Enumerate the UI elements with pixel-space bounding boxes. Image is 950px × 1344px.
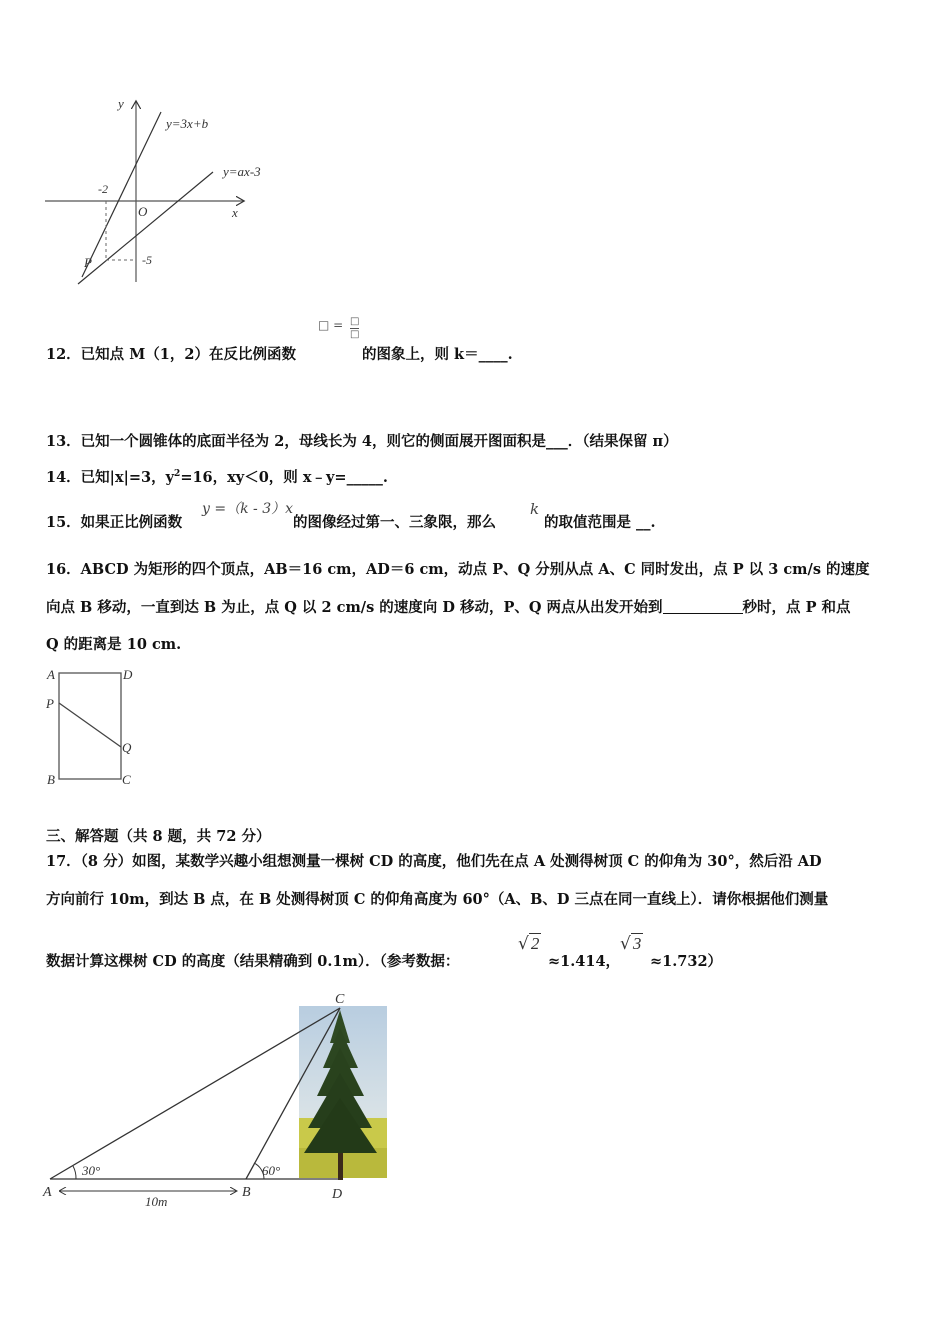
q15-text-b-wrap [293,511,496,532]
q15-text-c-wrap [544,511,656,532]
q12-fraction-num: □ [350,316,360,327]
q17-line-3a: 数据计算这棵树 CD 的高度（结果精确到 0.1m）．（参考数据： [46,953,460,970]
origin-label: O [138,204,148,219]
label-d-tree: D [332,1187,343,1202]
angle-60-label: 60° [262,1163,281,1178]
sqrt3-radicand: 3 [632,934,642,953]
distance-label: 10m [145,1194,168,1209]
q15-text-a: 15．如果正比例函数 [46,514,183,531]
q15-k: k [530,500,540,518]
approx-2: ≈1.732） [650,953,723,970]
label-d: D [123,667,133,682]
q17-line-2: 方向前行 10m，到达 B 点，在 B 处测得树顶 C 的仰角高度为 60°（A、B、D 三点在同一直线上）．请你根据他们测量 [46,891,829,908]
question-14 [46,466,388,487]
q14-text-a: 14．已知|x|=3，y [46,469,175,486]
segment-pq [59,703,121,747]
angle-30-label: 30° [82,1163,101,1178]
q16-line-1: 16．ABCD 为矩形的四个顶点，AB＝16 cm，AD＝6 cm，动点 P、Q 分别从点 A、C 同时发出，点 P 以 3 cm/s 的速度 [46,561,870,578]
q12-fraction [350,316,359,341]
sqrt3-symbol [620,934,643,954]
q17-line-1: 17．（8 分）如图，某数学兴趣小组想测量一棵树 CD 的高度，他们先在点 A 处测得树顶 C 的仰角为 30°，然后沿 AD [46,853,822,870]
sqrt2-radicand: 2 [530,934,540,953]
approx-1-wrap [548,950,620,971]
rectangle-abcd [59,673,121,779]
rectangle-figure [42,662,142,792]
x-tick-label: -2 [98,182,108,196]
label-a-tree: A [43,1185,52,1200]
line-ac [50,1008,340,1179]
y-tick-label: -5 [142,253,152,267]
q12-text-after-wrap [362,343,513,364]
label-a: A [47,667,55,682]
approx-1: ≈1.414， [548,953,621,970]
line1-label: y=3x+b [166,116,209,131]
section-3-title: 三、解答题（共 8 题，共 72 分） [46,828,271,845]
y-axis-label: y [118,96,124,111]
x-axis-label: x [232,205,238,220]
q14-text-b: =16，xy＜0，则 x﹣y=_____. [180,469,388,486]
question-12 [46,343,296,364]
q15-text-c: 的取值范围是 __. [544,514,656,531]
q12-text-before: 12．已知点 M（1，2）在反比例函数 [46,346,296,363]
question-15 [46,511,182,532]
q15-text-b: 的图像经过第一、三象限，那么 [293,514,496,531]
label-c-tree: C [335,992,345,1007]
tree-figure [40,988,400,1213]
line2-label: y=ax-3 [223,164,261,179]
q12-fraction-den: □ [350,329,360,340]
q12-formula-left: □ = [318,318,344,332]
point-p-label: P [84,255,92,270]
label-b: B [47,772,55,787]
q16-line-2 [46,596,851,617]
q16-line-3: Q 的距离是 10 cm. [46,636,182,653]
q16-line-2a: 向点 B 移动，一直到达 B 为止，点 Q 以 2 cm/s 的速度向 D 移动，P、Q 两点从出发开始到 [46,599,663,616]
label-b-tree: B [242,1185,251,1200]
sqrt-sign-1: √ [518,934,529,954]
approx-2-wrap [650,950,722,971]
label-c: C [122,772,131,787]
q15-formula: y =（k - 3）x [202,501,294,517]
q16-answer-blank [663,599,743,615]
angle-arc-a [73,1166,76,1179]
sqrt2-symbol [518,934,541,954]
q12-text-after: 的图象上，则 k＝____. [362,346,513,363]
sqrt-sign-2: √ [620,934,631,954]
label-q: Q [122,740,132,755]
graph-two-lines [40,92,290,292]
q12-formula [318,318,343,332]
q16-line-2b: 秒时，点 P 和点 [742,599,851,616]
question-13: 13．已知一个圆锥体的底面半径为 2，母线长为 4，则它的侧面展开图面积是___．（结果保留 π） [46,433,678,450]
label-p: P [46,696,54,711]
q14-superscript: 2 [174,469,181,480]
q17-line-3 [46,950,459,971]
